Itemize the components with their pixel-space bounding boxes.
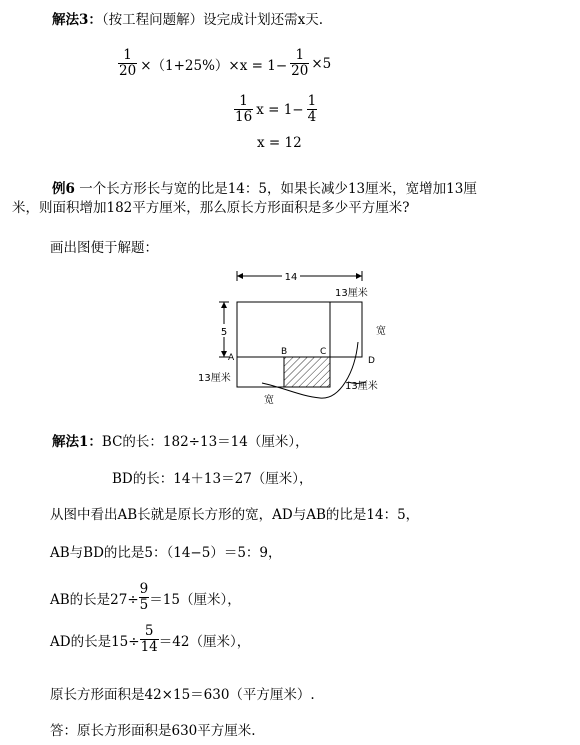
solution1-label: 解法1：: [52, 434, 102, 450]
arrow-down-icon: [221, 351, 227, 357]
equation-1: [118, 48, 331, 79]
solution1-ratio: AB与BD的比是5：（14−5）＝5：9，: [50, 545, 282, 561]
solution1-ab: [50, 582, 241, 613]
ab-pre: AB的长是27÷: [50, 591, 139, 608]
point-a: A: [228, 353, 235, 363]
method3-label: 解法3：: [52, 12, 102, 28]
draw-hint: 画出图便于解题：: [50, 240, 158, 256]
fraction: $\frac{1}{4}$: [307, 93, 317, 125]
example6-line1: [52, 177, 477, 197]
bottom-left-label: 13厘米: [198, 373, 231, 384]
ab-post: ＝15（厘米），: [149, 591, 241, 608]
method3-text: （按工程问题解）设完成计划还需x天.: [101, 12, 324, 28]
example6-line2: 米，则面积增加182平方厘米，那么原长方形面积是多少平方厘米?: [12, 200, 410, 216]
original-rectangle: [237, 302, 362, 357]
point-b: B: [281, 347, 288, 357]
equation-2: [234, 94, 317, 125]
ad-post: ＝42（厘米），: [158, 633, 251, 650]
top-length-label: 14: [284, 272, 298, 283]
top-right-label: 13厘米: [335, 288, 368, 299]
right-width-label: 宽: [376, 326, 386, 337]
example6-label: 例6: [52, 181, 75, 197]
solution1-area: 原长方形面积是42×15＝630（平方厘米）.: [50, 687, 315, 703]
arrow-left-icon: [237, 273, 243, 279]
hatched-area: [284, 357, 330, 387]
point-c: C: [320, 347, 327, 357]
fraction: $\frac{1}{20}$: [119, 47, 137, 79]
solution1-bc: BC的长：182÷13＝14（厘米），: [101, 434, 309, 450]
solution1-observe: 从图中看出AB长就是原长方形的宽，AD与AB的比是14：5，: [50, 507, 420, 523]
equation-2-middle: x = 1−: [256, 101, 304, 118]
fraction: $\frac{1}{20}$: [291, 47, 309, 79]
method3-line: [52, 8, 323, 28]
arrow-up-icon: [221, 302, 227, 308]
equation-3: x = 12: [257, 135, 302, 151]
solution1-bd: BD的长：14＋13＝27（厘米），: [112, 471, 313, 487]
bottom-right-label: 13厘米: [345, 381, 378, 392]
solution1-answer: 答：原长方形面积是630平方厘米.: [50, 723, 256, 739]
solution1-ad: [50, 624, 250, 655]
equation-1-end: ×5: [311, 55, 332, 72]
example6-text1: 一个长方形长与宽的比是14：5，如果长减少13厘米，宽增加13厘: [79, 181, 477, 197]
fraction: $\frac{9}{5}$: [139, 581, 149, 613]
ad-pre: AD的长是15÷: [50, 633, 140, 650]
point-d: D: [368, 356, 375, 366]
arrow-right-icon: [356, 273, 362, 279]
solution1-line1: [52, 430, 309, 450]
equation-1-middle: ×（1+25%）×x = 1−: [140, 57, 288, 74]
left-length-label: 5: [220, 327, 228, 338]
fraction: $\frac{5}{14}$: [140, 623, 158, 655]
bottom-width-label: 宽: [264, 395, 274, 406]
fraction: $\frac{1}{16}$: [235, 93, 253, 125]
rectangle-figure: [190, 262, 410, 412]
